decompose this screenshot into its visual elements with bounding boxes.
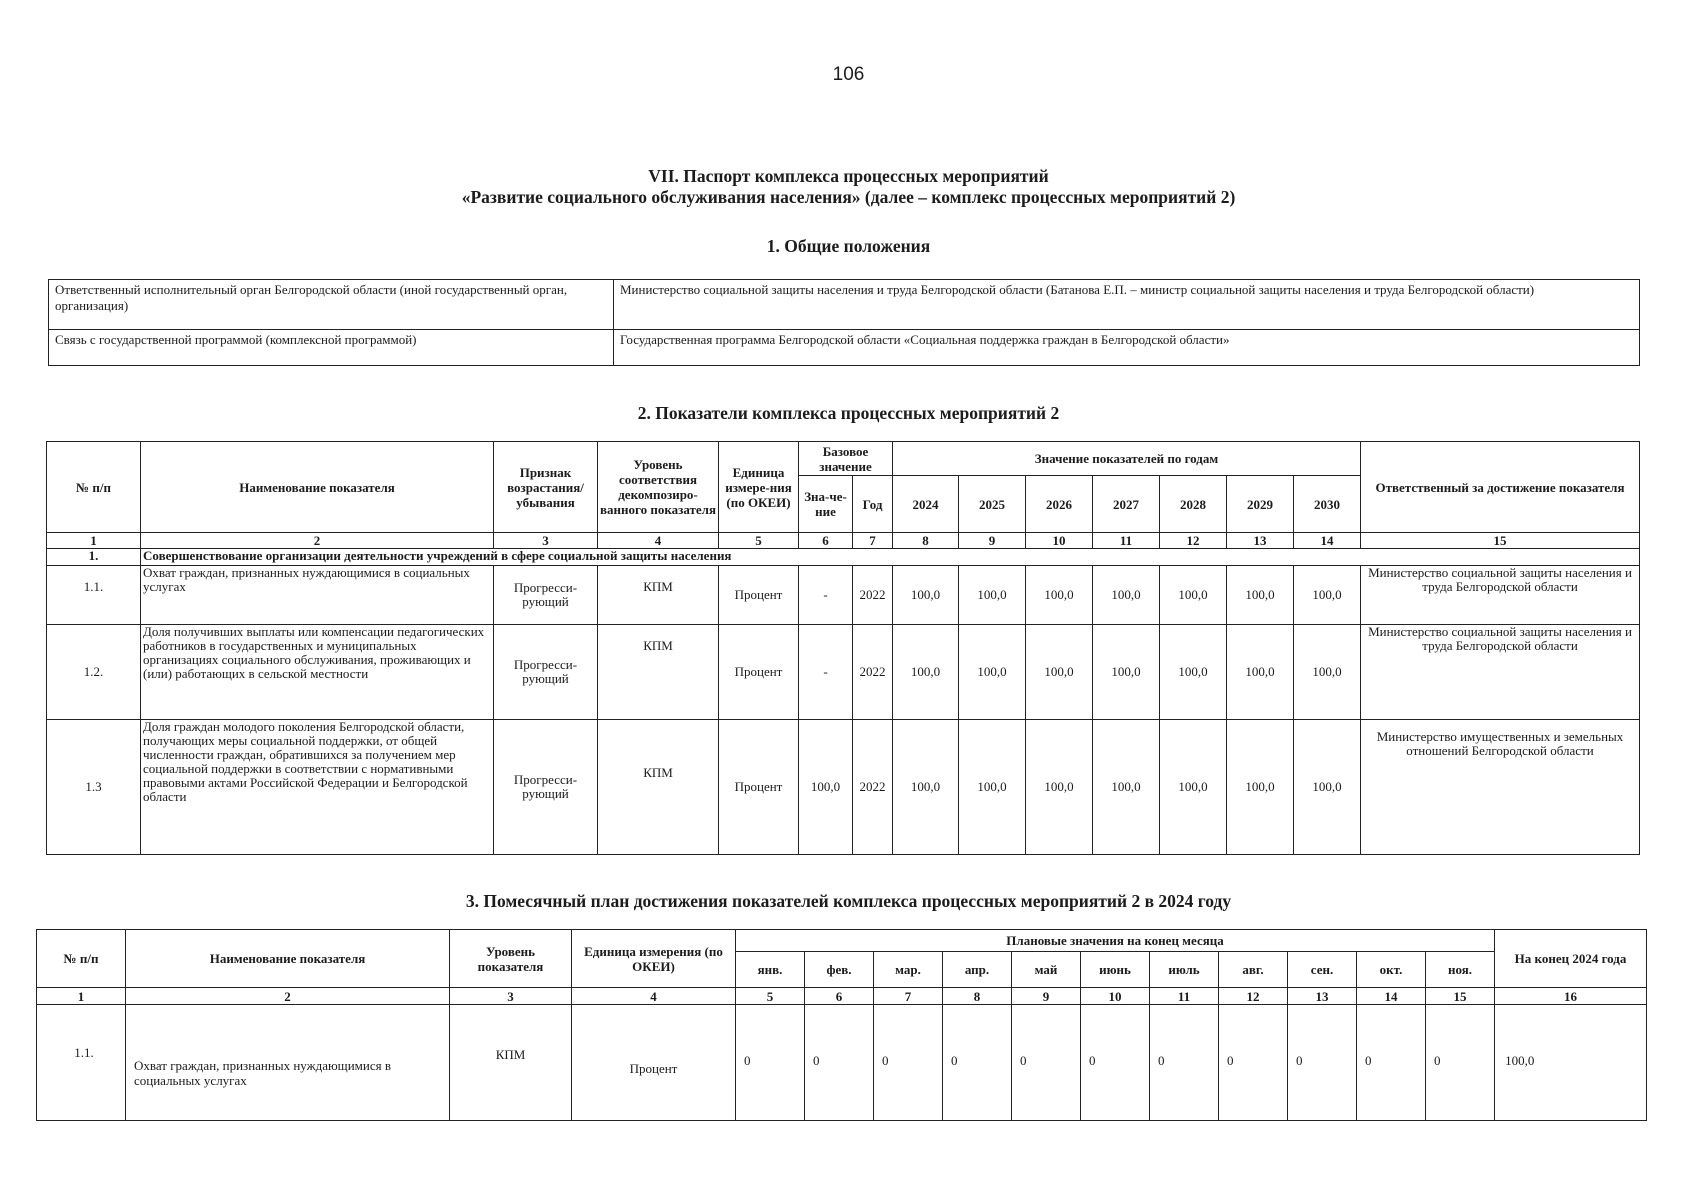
general-provisions-table bbox=[48, 279, 1640, 366]
col-header-month: май bbox=[1012, 952, 1081, 988]
month-value: 0 bbox=[1081, 1005, 1150, 1121]
column-number: 2 bbox=[141, 533, 494, 549]
year-value: 100,0 bbox=[959, 566, 1026, 625]
year-value: 100,0 bbox=[1227, 566, 1294, 625]
indicator-trend: Прогресси-рующий bbox=[494, 566, 598, 625]
table-row bbox=[49, 280, 1640, 330]
column-number: 9 bbox=[959, 533, 1026, 549]
column-number: 11 bbox=[1093, 533, 1160, 549]
month-value: 0 bbox=[805, 1005, 874, 1121]
base-year: 2022 bbox=[853, 720, 893, 855]
col-header-month: июнь bbox=[1081, 952, 1150, 988]
row-num: 1.3 bbox=[47, 720, 141, 855]
indicator-level: КПМ bbox=[598, 720, 719, 855]
month-value: 0 bbox=[943, 1005, 1012, 1121]
column-number: 14 bbox=[1357, 988, 1426, 1005]
column-number: 8 bbox=[943, 988, 1012, 1005]
column-number: 10 bbox=[1026, 533, 1093, 549]
row-label: Ответственный исполнительный орган Белгородской области (иной государственный орган, организация) bbox=[49, 280, 614, 330]
col-header-year-end: На конец 2024 года bbox=[1495, 930, 1647, 988]
column-number: 14 bbox=[1294, 533, 1361, 549]
section-2-title: 2. Показатели комплекса процессных мероприятий 2 bbox=[637, 403, 1060, 423]
year-end-value: 100,0 bbox=[1495, 1005, 1647, 1121]
col-header-year: 2027 bbox=[1093, 476, 1160, 533]
indicator-name: Охват граждан, признанных нуждающимися в социальных услугах bbox=[141, 566, 494, 625]
col-header-year: 2026 bbox=[1026, 476, 1093, 533]
col-header-year: 2029 bbox=[1227, 476, 1294, 533]
col-header-trend: Признак возрастания/ убывания bbox=[494, 442, 598, 533]
indicator-unit: Процент bbox=[572, 1005, 736, 1121]
base-value: 100,0 bbox=[799, 720, 853, 855]
col-header-year: 2028 bbox=[1160, 476, 1227, 533]
header-row bbox=[37, 930, 1647, 952]
col-header-month: мар. bbox=[874, 952, 943, 988]
month-value: 0 bbox=[1288, 1005, 1357, 1121]
year-value: 100,0 bbox=[893, 566, 959, 625]
year-value: 100,0 bbox=[1160, 720, 1227, 855]
col-header-years-group: Значение показателей по годам bbox=[893, 442, 1361, 476]
responsible: Министерство имущественных и земельных отношений Белгородской области bbox=[1361, 720, 1640, 855]
column-numbers-row bbox=[37, 988, 1647, 1005]
year-value: 100,0 bbox=[893, 720, 959, 855]
row-num: 1.1. bbox=[37, 1005, 126, 1121]
row-value: Министерство социальной защиты населения и труда Белгородской области (Батанова Е.П. – министр социальной защиты населения и труда Белгородской области) bbox=[614, 280, 1640, 330]
responsible: Министерство социальной защиты населения и труда Белгородской области bbox=[1361, 625, 1640, 720]
year-value: 100,0 bbox=[959, 625, 1026, 720]
col-header-level: Уровень показателя bbox=[450, 930, 572, 988]
indicator-level: КПМ bbox=[598, 625, 719, 720]
section-num: 1. bbox=[47, 549, 141, 566]
col-header-base-year: Год bbox=[853, 476, 893, 533]
column-number: 1 bbox=[47, 533, 141, 549]
column-number: 16 bbox=[1495, 988, 1647, 1005]
year-value: 100,0 bbox=[1160, 566, 1227, 625]
indicator-trend: Прогресси-рующий bbox=[494, 720, 598, 855]
page-number: 106 bbox=[832, 64, 865, 85]
column-number: 2 bbox=[126, 988, 450, 1005]
column-number: 5 bbox=[719, 533, 799, 549]
table-row bbox=[37, 1005, 1647, 1121]
section-3-title: 3. Помесячный план достижения показателей комплекса процессных мероприятий 2 в 2024 году bbox=[465, 891, 1232, 911]
indicator-level: КПМ bbox=[598, 566, 719, 625]
column-number: 9 bbox=[1012, 988, 1081, 1005]
heading-line-2: «Развитие социального обслуживания населения» (далее – комплекс процессных мероприятий 2) bbox=[461, 187, 1236, 207]
column-number: 8 bbox=[893, 533, 959, 549]
col-header-year: 2024 bbox=[893, 476, 959, 533]
col-header-month: авг. bbox=[1219, 952, 1288, 988]
indicator-unit: Процент bbox=[719, 720, 799, 855]
col-header-base: Базовое значение bbox=[799, 442, 893, 476]
year-value: 100,0 bbox=[1093, 720, 1160, 855]
year-value: 100,0 bbox=[1227, 625, 1294, 720]
col-header-num: № п/п bbox=[37, 930, 126, 988]
indicator-unit: Процент bbox=[719, 566, 799, 625]
year-value: 100,0 bbox=[893, 625, 959, 720]
col-header-level: Уровень соответствия декомпозиро-ванного показателя bbox=[598, 442, 719, 533]
year-value: 100,0 bbox=[1093, 566, 1160, 625]
column-number: 6 bbox=[799, 533, 853, 549]
year-value: 100,0 bbox=[1093, 625, 1160, 720]
section-1-title: 1. Общие положения bbox=[766, 236, 931, 256]
column-number: 13 bbox=[1288, 988, 1357, 1005]
col-header-responsible: Ответственный за достижение показателя bbox=[1361, 442, 1640, 533]
indicator-level: КПМ bbox=[450, 1005, 572, 1121]
month-value: 0 bbox=[1426, 1005, 1495, 1121]
month-value: 0 bbox=[874, 1005, 943, 1121]
col-header-unit: Единица измере-ния (по ОКЕИ) bbox=[719, 442, 799, 533]
col-header-month: ноя. bbox=[1426, 952, 1495, 988]
heading-line-1: VII. Паспорт комплекса процессных мероприятий bbox=[648, 166, 1049, 186]
col-header-year: 2030 bbox=[1294, 476, 1361, 533]
column-number: 10 bbox=[1081, 988, 1150, 1005]
table-row bbox=[47, 625, 1640, 720]
column-number: 13 bbox=[1227, 533, 1294, 549]
year-value: 100,0 bbox=[1227, 720, 1294, 855]
row-label: Связь с государственной программой (комплексной программой) bbox=[49, 330, 614, 366]
column-number: 1 bbox=[37, 988, 126, 1005]
month-value: 0 bbox=[1150, 1005, 1219, 1121]
monthly-plan-table bbox=[36, 929, 1647, 1121]
col-header-base-value: Зна-че-ние bbox=[799, 476, 853, 533]
indicators-table bbox=[46, 441, 1640, 855]
indicator-name: Охват граждан, признанных нуждающимися в социальных услугах bbox=[126, 1005, 450, 1121]
column-number: 12 bbox=[1160, 533, 1227, 549]
row-num: 1.2. bbox=[47, 625, 141, 720]
column-number: 6 bbox=[805, 988, 874, 1005]
col-header-months-group: Плановые значения на конец месяца bbox=[736, 930, 1495, 952]
header-row bbox=[47, 442, 1640, 476]
year-value: 100,0 bbox=[1026, 625, 1093, 720]
column-number: 7 bbox=[853, 533, 893, 549]
column-number: 4 bbox=[598, 533, 719, 549]
col-header-month: янв. bbox=[736, 952, 805, 988]
indicator-name: Доля граждан молодого поколения Белгородской области, получающих меры социальной поддержки, от общей численности граждан, обратившихся за получением мер социальной поддержки в соответствии с нормативными правовыми актами Российской Федерации и Белгородской области bbox=[141, 720, 494, 855]
col-header-name: Наименование показателя bbox=[126, 930, 450, 988]
col-header-month: июль bbox=[1150, 952, 1219, 988]
section-row bbox=[47, 549, 1640, 566]
column-number: 11 bbox=[1150, 988, 1219, 1005]
row-num: 1.1. bbox=[47, 566, 141, 625]
col-header-name: Наименование показателя bbox=[141, 442, 494, 533]
column-number: 7 bbox=[874, 988, 943, 1005]
col-header-month: сен. bbox=[1288, 952, 1357, 988]
base-year: 2022 bbox=[853, 566, 893, 625]
base-value: - bbox=[799, 566, 853, 625]
responsible: Министерство социальной защиты населения и труда Белгородской области bbox=[1361, 566, 1640, 625]
year-value: 100,0 bbox=[1026, 566, 1093, 625]
base-value: - bbox=[799, 625, 853, 720]
column-number: 15 bbox=[1426, 988, 1495, 1005]
year-value: 100,0 bbox=[1026, 720, 1093, 855]
column-number: 15 bbox=[1361, 533, 1640, 549]
row-value: Государственная программа Белгородской области «Социальная поддержка граждан в Белгородской области» bbox=[614, 330, 1640, 366]
year-value: 100,0 bbox=[1294, 720, 1361, 855]
col-header-unit: Единица измерения (по ОКЕИ) bbox=[572, 930, 736, 988]
indicator-name: Доля получивших выплаты или компенсации педагогических работников в государственных и муниципальных организациях социального обслуживания, проживающих и (или) работающих в сельской местности bbox=[141, 625, 494, 720]
year-value: 100,0 bbox=[1294, 566, 1361, 625]
month-value: 0 bbox=[1012, 1005, 1081, 1121]
indicator-unit: Процент bbox=[719, 625, 799, 720]
column-number: 4 bbox=[572, 988, 736, 1005]
year-value: 100,0 bbox=[1294, 625, 1361, 720]
table-row bbox=[49, 330, 1640, 366]
year-value: 100,0 bbox=[1160, 625, 1227, 720]
month-value: 0 bbox=[736, 1005, 805, 1121]
col-header-num: № п/п bbox=[47, 442, 141, 533]
month-value: 0 bbox=[1357, 1005, 1426, 1121]
year-value: 100,0 bbox=[959, 720, 1026, 855]
column-number: 5 bbox=[736, 988, 805, 1005]
month-value: 0 bbox=[1219, 1005, 1288, 1121]
col-header-month: апр. bbox=[943, 952, 1012, 988]
base-year: 2022 bbox=[853, 625, 893, 720]
column-numbers-row bbox=[47, 533, 1640, 549]
table-row bbox=[47, 566, 1640, 625]
column-number: 3 bbox=[450, 988, 572, 1005]
col-header-month: окт. bbox=[1357, 952, 1426, 988]
col-header-year: 2025 bbox=[959, 476, 1026, 533]
section-title: Совершенствование организации деятельности учреждений в сфере социальной защиты населения bbox=[141, 549, 1640, 566]
document-heading bbox=[0, 166, 1697, 208]
col-header-month: фев. bbox=[805, 952, 874, 988]
indicator-trend: Прогресси-рующий bbox=[494, 625, 598, 720]
table-row bbox=[47, 720, 1640, 855]
column-number: 12 bbox=[1219, 988, 1288, 1005]
column-number: 3 bbox=[494, 533, 598, 549]
